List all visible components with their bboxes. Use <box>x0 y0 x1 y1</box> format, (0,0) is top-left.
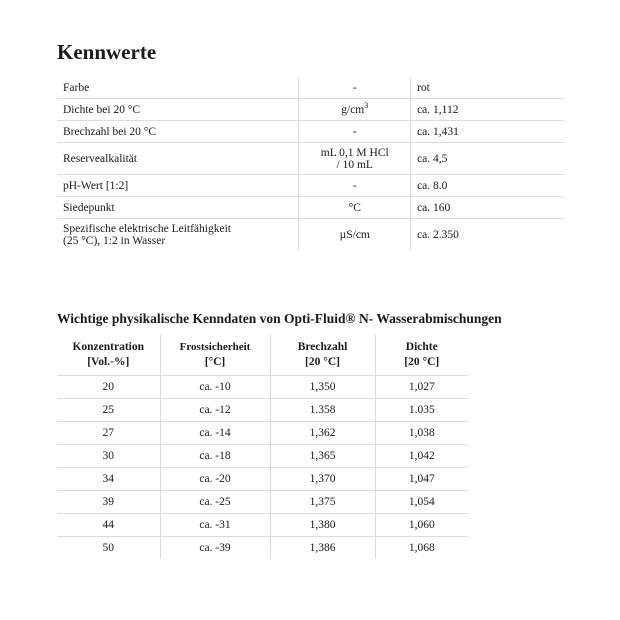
name-line-2: (25 °C), 1:2 in Wasser <box>63 234 166 247</box>
table-row <box>57 445 468 468</box>
header-line-2: [°C] <box>204 356 226 368</box>
cell-frost: ca. -31 <box>160 514 270 537</box>
property-unit: - <box>299 121 411 143</box>
property-name: Dichte bei 20 °C <box>57 99 299 121</box>
unit-superscript: 3 <box>364 100 369 110</box>
table-row <box>57 468 468 491</box>
cell-density: 1,038 <box>375 422 468 445</box>
table-row <box>57 422 468 445</box>
cell-density: 1,054 <box>375 491 468 514</box>
property-unit <box>299 99 411 121</box>
cell-frost: ca. -10 <box>160 376 270 399</box>
property-name: pH-Wert [1:2] <box>57 175 299 197</box>
cell-frost: ca. -14 <box>160 422 270 445</box>
cell-concentration: 30 <box>57 445 160 468</box>
cell-frost: ca. -20 <box>160 468 270 491</box>
property-name: Farbe <box>57 77 299 99</box>
property-name <box>57 219 299 251</box>
property-name: Siedepunkt <box>57 197 299 219</box>
table-row <box>57 197 564 219</box>
cell-refraction: 1,362 <box>270 422 375 445</box>
table-row <box>57 143 564 175</box>
property-value: ca. 8.0 <box>411 175 564 197</box>
cell-concentration: 20 <box>57 376 160 399</box>
section-title: Wichtige physikalische Kenndaten von Opti-Fluid® N- Wasserabmischungen <box>57 311 502 326</box>
property-unit <box>299 143 411 175</box>
properties-table <box>57 77 564 250</box>
unit-base: g/cm <box>341 103 365 116</box>
table-row <box>57 121 564 143</box>
cell-density: 1.035 <box>375 399 468 422</box>
cell-refraction: 1.358 <box>270 399 375 422</box>
header-row <box>57 335 468 376</box>
property-value: rot <box>411 77 564 99</box>
table-row <box>57 376 468 399</box>
cell-refraction: 1,380 <box>270 514 375 537</box>
name-line-1: Spezifische elektrische Leitfähigkeit <box>63 222 231 235</box>
cell-frost: ca. -18 <box>160 445 270 468</box>
property-value: ca. 4,5 <box>411 143 564 175</box>
header-line-2: [Vol.-%] <box>87 356 130 368</box>
property-value: ca. 1,431 <box>411 121 564 143</box>
table-row <box>57 514 468 537</box>
table-row <box>57 99 564 121</box>
cell-frost: ca. -39 <box>160 537 270 560</box>
table-row <box>57 77 564 99</box>
cell-refraction: 1,350 <box>270 376 375 399</box>
property-unit: - <box>299 77 411 99</box>
table-row <box>57 399 468 422</box>
table-row <box>57 491 468 514</box>
column-header-concentration <box>57 335 160 376</box>
property-unit: µS/cm <box>299 219 411 251</box>
header-line-1: Konzentration <box>72 341 145 353</box>
page-title: Kennwerte <box>57 40 157 64</box>
cell-density: 1,027 <box>375 376 468 399</box>
cell-concentration: 25 <box>57 399 160 422</box>
property-name: Reservealkalität <box>57 143 299 175</box>
table-row <box>57 537 468 560</box>
column-header-density <box>375 335 468 376</box>
header-line-1: Frostsicherheit <box>179 341 251 353</box>
cell-frost: ca. -25 <box>160 491 270 514</box>
cell-density: 1,068 <box>375 537 468 560</box>
cell-frost: ca. -12 <box>160 399 270 422</box>
property-value: ca. 2.350 <box>417 228 459 241</box>
column-header-frost <box>160 335 270 376</box>
table-row <box>57 175 564 197</box>
property-value: ca. 1,112 <box>411 99 564 121</box>
cell-refraction: 1,370 <box>270 468 375 491</box>
header-line-2: [20 °C] <box>404 356 440 368</box>
table-row <box>57 219 564 251</box>
property-value: ca. 160 <box>411 197 564 219</box>
unit-line-2: / 10 mL <box>336 158 373 171</box>
cell-concentration: 27 <box>57 422 160 445</box>
header-line-1: Dichte <box>405 341 438 353</box>
cell-density: 1,047 <box>375 468 468 491</box>
header-line-1: Brechzahl <box>297 341 348 353</box>
cell-refraction: 1,386 <box>270 537 375 560</box>
cell-density: 1,060 <box>375 514 468 537</box>
column-header-refraction <box>270 335 375 376</box>
cell-concentration: 50 <box>102 542 114 554</box>
property-unit: °C <box>299 197 411 219</box>
cell-refraction: 1,375 <box>270 491 375 514</box>
property-name: Brechzahl bei 20 °C <box>57 121 299 143</box>
property-unit: - <box>299 175 411 197</box>
cell-density: 1,042 <box>375 445 468 468</box>
cell-concentration: 34 <box>57 468 160 491</box>
cell-concentration: 44 <box>57 514 160 537</box>
cell-refraction: 1,365 <box>270 445 375 468</box>
mixtures-table <box>57 335 468 559</box>
unit-line-1: mL 0,1 M HCl <box>320 146 389 159</box>
cell-concentration: 39 <box>57 491 160 514</box>
header-line-2: [20 °C] <box>305 356 340 368</box>
